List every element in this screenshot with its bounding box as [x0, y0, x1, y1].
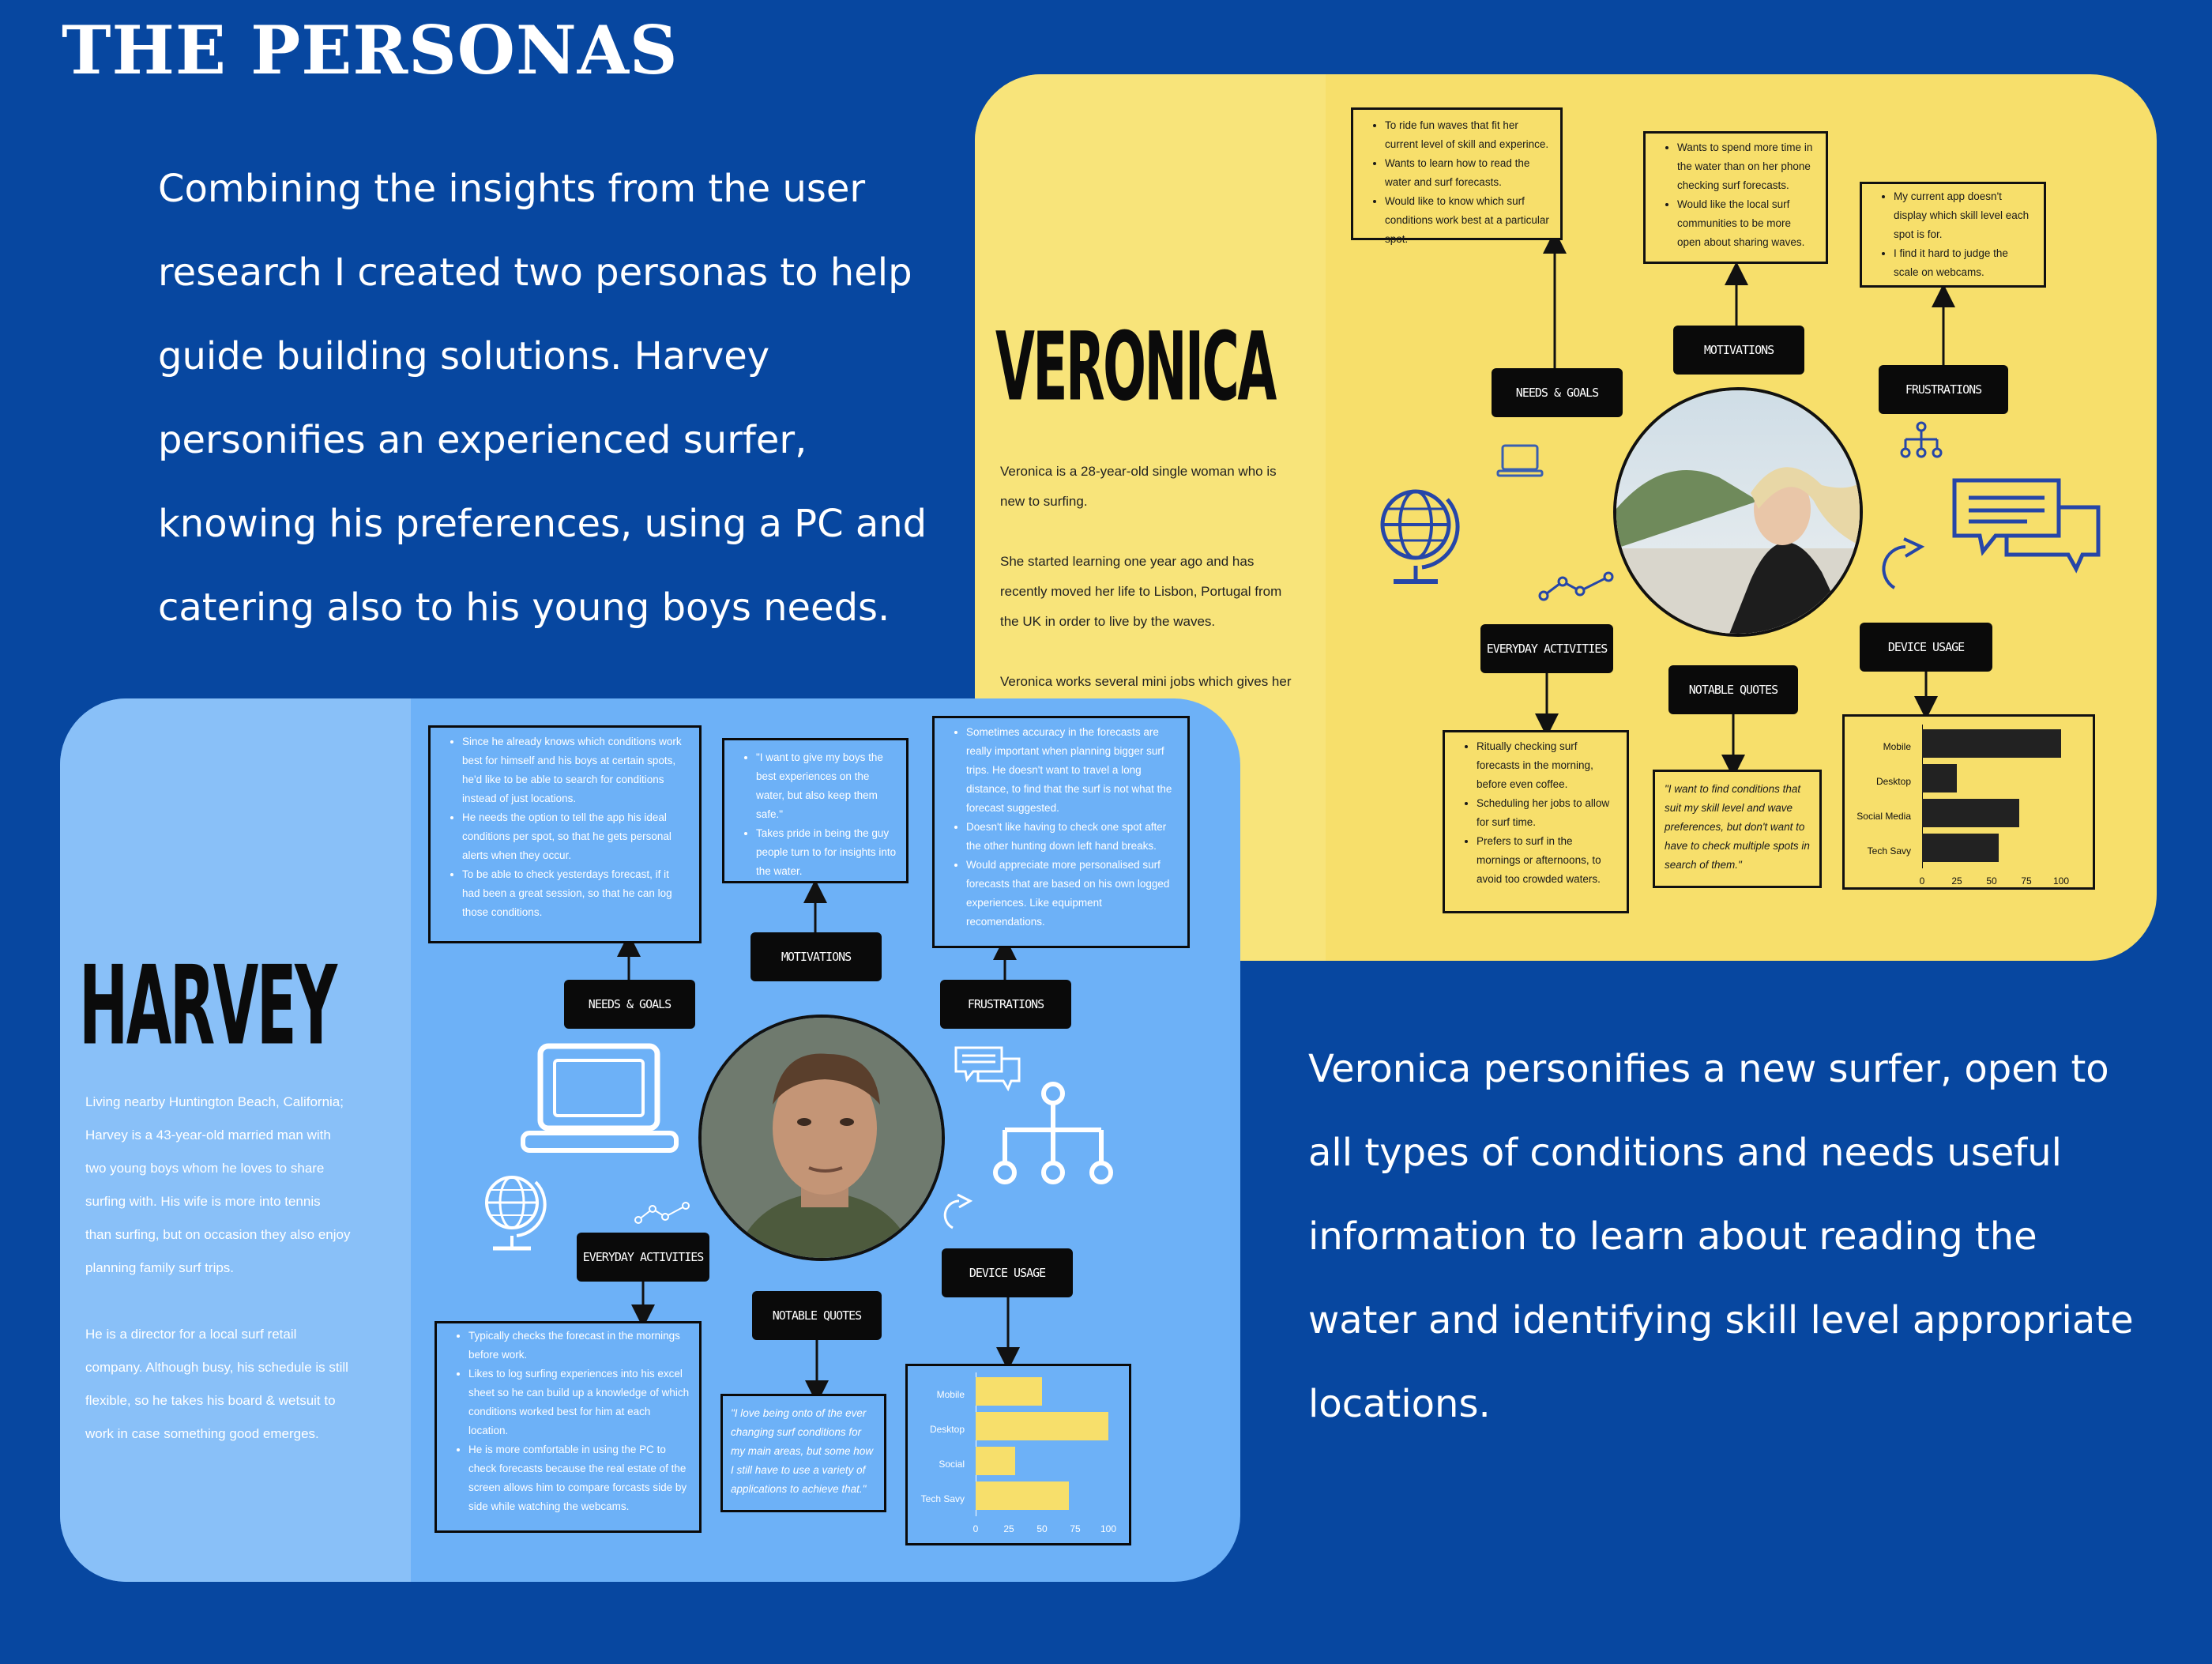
- harvey-quotes-label: NOTABLE QUOTES: [752, 1291, 882, 1340]
- chart-tick-label: 0: [1919, 875, 1925, 887]
- chart-tick-label: 0: [972, 1523, 979, 1534]
- chart-category-label: Social: [939, 1459, 965, 1470]
- harvey-frustrations-label: FRUSTRATIONS: [940, 980, 1071, 1029]
- harvey-motivations-label: MOTIVATIONS: [750, 932, 882, 981]
- chart-bar: [1922, 834, 1999, 862]
- list-item: • Prefers to surf in the mornings or afternoons, to avoid too crowded waters.: [1477, 832, 1617, 889]
- veronica-needs-box: [1351, 107, 1563, 245]
- chart-category-label: Mobile: [1883, 741, 1911, 752]
- chart-category-label: Tech Savy: [1867, 845, 1911, 856]
- chart-bar: [1922, 799, 2019, 827]
- harvey-quote-box: "I love being onto of the ever changing surf conditions for my main areas, but some how I still have to use a variety of applications to achieve that.": [720, 1394, 886, 1512]
- veronica-bio: Veronica is a 28-year-old single woman who is new to surfing. She started learning one year ago and has recently moved her life to Lisbon, Portugal from the UK in order to live by the waves. Veronica works several mini jobs which gives her: [1000, 464, 1292, 689]
- list-item: • Would appreciate more personalised surf forecasts that are based on his own logged experiences. Like equipment recomendations.: [966, 856, 1178, 932]
- chart-bar: [976, 1481, 1069, 1510]
- veronica-frustrations-label: FRUSTRATIONS: [1879, 365, 2008, 414]
- veronica-quotes-label: NOTABLE QUOTES: [1668, 665, 1798, 714]
- veronica-summary-paragraph: Veronica personifies a new surfer, open to all types of conditions and needs useful information to learn about reading the water and identifying skill level appropriate locations.: [1308, 1047, 2134, 1426]
- chart-bar: [976, 1447, 1015, 1475]
- refresh-arrow-icon: [1871, 529, 1931, 593]
- intro-paragraph: Combining the insights from the user research I created two personas to help guide building solutions. Harvey personifies an experienced surfer, knowing his preferences, using a PC and catering also to his young boys needs.: [158, 167, 927, 630]
- globe-icon: [1375, 484, 1462, 591]
- list-item: • "I want to give my boys the best experiences on the water, but also keep them safe.": [756, 748, 897, 824]
- list-item: • Typically checks the forecast in the mornings before work.: [468, 1327, 690, 1365]
- trend-line-icon: [634, 1201, 690, 1225]
- chat-bubbles-icon: [1951, 476, 2106, 586]
- globe-icon: [479, 1171, 547, 1255]
- veronica-activities-label: EVERYDAY ACTIVITIES: [1480, 624, 1613, 673]
- veronica-quote-box: "I want to find conditions that suit my skill level and wave preferences, but don't want to have to check multiple spots in search of them.": [1653, 770, 1822, 888]
- chart-tick-label: 75: [1070, 1523, 1081, 1534]
- chart-tick-label: 50: [1986, 875, 1997, 887]
- list-item: • Wants to spend more time in the water than on her phone checking surf forecasts.: [1677, 138, 1816, 195]
- harvey-needs-box: [428, 725, 702, 943]
- list-item: • Ritually checking surf forecasts in the morning, before even coffee.: [1477, 737, 1617, 794]
- veronica-frustrations-box: [1860, 182, 2046, 288]
- list-item: • Doesn't like having to check one spot after the other hunting down left hand breaks.: [966, 818, 1178, 856]
- chart-tick-label: 25: [1003, 1523, 1014, 1534]
- list-item: • Takes pride in being the guy people turn to for insights into the water.: [756, 824, 897, 881]
- veronica-needs-label: NEEDS & GOALS: [1492, 368, 1623, 417]
- list-item: • Wants to learn how to read the water and surf forecasts.: [1385, 154, 1551, 192]
- chart-bar: [976, 1377, 1042, 1406]
- chart-category-label: Desktop: [929, 1424, 965, 1435]
- list-item: • He is more comfortable in using the PC to check forecasts because the real estate of the screen allows him to compare forcasts side by side while watching the webcams.: [468, 1440, 690, 1516]
- list-item: • Sometimes accuracy in the forecasts are really important when planning bigger surf trips. He doesn't want to travel a long distance, to find that the surf is not what the forecast suggested.: [966, 723, 1178, 818]
- hierarchy-icon: [992, 1081, 1114, 1192]
- veronica-name: VERONICA: [995, 311, 1275, 423]
- trend-line-icon: [1537, 570, 1616, 602]
- harvey-name: HARVEY: [79, 943, 336, 1070]
- refresh-arrow-icon: [937, 1190, 976, 1231]
- harvey-needs-label: NEEDS & GOALS: [564, 980, 695, 1029]
- chart-bar: [976, 1412, 1108, 1440]
- chart-tick-label: 50: [1036, 1523, 1048, 1534]
- veronica-avatar: [1613, 387, 1863, 637]
- chart-tick-label: 100: [1100, 1523, 1117, 1534]
- list-item: • To be able to check yesterdays forecast, if it had been a great session, so that he can log those conditions.: [462, 865, 690, 922]
- hierarchy-icon: [1899, 420, 1943, 460]
- chart-tick-label: 25: [1951, 875, 1962, 887]
- list-item: • Likes to log surfing experiences into his excel sheet so he can build up a knowledge of which conditions worked best for him at each location.: [468, 1365, 690, 1440]
- chart-category-label: Social Media: [1856, 811, 1911, 822]
- chart-tick-label: 100: [2052, 875, 2070, 887]
- list-item: • I find it hard to judge the scale on webcams.: [1894, 244, 2034, 282]
- veronica-device-chart: [1842, 714, 2095, 890]
- harvey-device-label: DEVICE USAGE: [942, 1248, 1073, 1297]
- veronica-motivations-box: [1643, 131, 1828, 264]
- chart-category-label: Tech Savy: [920, 1493, 965, 1504]
- list-item: • Since he already knows which conditions work best for himself and his boys at certain spots, he'd like to be able to search for conditions instead of just locations.: [462, 732, 690, 808]
- veronica-activities-box: [1443, 730, 1629, 913]
- harvey-persona-card: [60, 698, 1240, 1582]
- list-item: • Scheduling her jobs to allow for surf time.: [1477, 794, 1617, 832]
- list-item: • My current app doesn't display which skill level each spot is for.: [1894, 187, 2034, 244]
- veronica-motivations-label: MOTIVATIONS: [1673, 326, 1804, 375]
- chart-category-label: Mobile: [936, 1389, 965, 1400]
- harvey-bio: Living nearby Huntington Beach, California; Harvey is a 43-year-old married man with two young boys whom he loves to share surfing with. His wife is more into tennis than surfing, but on occasion they also enjoy planning family surf trips. He is a director for a local surf retail company. Although busy, his schedule is still flexible, so he takes his board & wetsuit to work in case something good emerges.: [85, 1094, 351, 1441]
- harvey-activities-label: EVERYDAY ACTIVITIES: [577, 1233, 709, 1282]
- chart-bar: [1922, 764, 1957, 792]
- laptop-icon: [1496, 442, 1544, 479]
- chart-category-label: Desktop: [1875, 776, 1911, 787]
- chart-tick-label: 75: [2021, 875, 2032, 887]
- harvey-activities-box: [434, 1321, 702, 1533]
- harvey-frustrations-box: [932, 716, 1190, 948]
- list-item: • Would like to know which surf conditions work best at a particular spot.: [1385, 192, 1551, 249]
- list-item: • He needs the option to tell the app his ideal conditions per spot, so that he gets personal alerts when they occur.: [462, 808, 690, 865]
- veronica-device-label: DEVICE USAGE: [1860, 623, 1992, 672]
- harvey-motivations-box: [722, 738, 908, 883]
- list-item: • Would like the local surf communities to be more open about sharing waves.: [1677, 195, 1816, 252]
- harvey-device-chart: [905, 1364, 1131, 1545]
- harvey-avatar: [698, 1015, 945, 1261]
- page-title: THE PERSONAS: [62, 11, 679, 89]
- laptop-icon: [518, 1041, 681, 1158]
- list-item: • To ride fun waves that fit her current level of skill and experince.: [1385, 116, 1551, 154]
- chart-bar: [1922, 729, 2061, 758]
